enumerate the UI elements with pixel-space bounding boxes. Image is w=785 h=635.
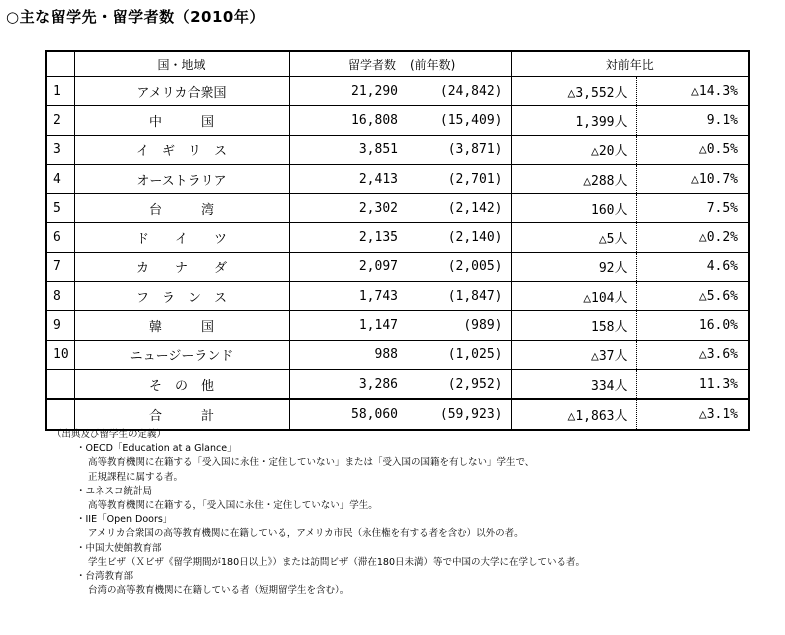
table-row bbox=[46, 252, 749, 281]
country-cell: 韓 国 bbox=[74, 311, 289, 340]
table-row bbox=[46, 369, 749, 399]
note-source: ・IIE「Open Doors」 bbox=[76, 514, 173, 526]
count-cell: 3,851 bbox=[289, 135, 404, 164]
percent-cell: 16.0% bbox=[636, 311, 749, 340]
diff-cell: △20人 bbox=[511, 135, 636, 164]
country-cell: そ の 他 bbox=[74, 369, 289, 399]
percent-cell: 11.3% bbox=[636, 369, 749, 399]
table-row bbox=[46, 223, 749, 252]
table-row bbox=[46, 282, 749, 311]
country-cell: イ ギ リ ス bbox=[74, 135, 289, 164]
region-header: 国・地域 bbox=[74, 51, 289, 77]
country-cell: アメリカ合衆国 bbox=[74, 77, 289, 106]
study-abroad-table bbox=[45, 50, 750, 431]
table-row bbox=[46, 340, 749, 369]
count-cell: 2,413 bbox=[289, 164, 404, 193]
prev-count-cell: (2,005) bbox=[404, 252, 511, 281]
total-row bbox=[46, 399, 749, 429]
note-source: ・OECD「Education at a Glance」 bbox=[76, 443, 237, 455]
count-cell: 16,808 bbox=[289, 106, 404, 135]
prev-count-cell: (2,952) bbox=[404, 369, 511, 399]
country-cell: カ ナ ダ bbox=[74, 252, 289, 281]
table-row bbox=[46, 311, 749, 340]
percent-cell: 7.5% bbox=[636, 194, 749, 223]
prev-count-cell: (989) bbox=[404, 311, 511, 340]
notes-list bbox=[52, 442, 752, 598]
note-source: ・中国大使館教育部 bbox=[76, 542, 162, 554]
prev-count-cell: (24,842) bbox=[404, 77, 511, 106]
count-cell: 2,135 bbox=[289, 223, 404, 252]
notes-heading: （出典及び留学生の定義） bbox=[52, 429, 167, 440]
students-header: 留学者数 bbox=[289, 51, 404, 77]
percent-cell: △10.7% bbox=[636, 164, 749, 193]
rank-header bbox=[46, 51, 74, 77]
prev-count-cell: (15,409) bbox=[404, 106, 511, 135]
percent-cell: 9.1% bbox=[636, 106, 749, 135]
percent-cell: △5.6% bbox=[636, 282, 749, 311]
note-definition: 学生ビザ（Ｘビザ《留学期間が180日以上》）または訪問ビザ（滞在180日未満）等で中国の大学に在学している者。 bbox=[88, 556, 586, 568]
prev-count-cell: (2,142) bbox=[404, 194, 511, 223]
table-row bbox=[46, 194, 749, 223]
country-cell: 合 計 bbox=[74, 399, 289, 429]
rank-cell: 6 bbox=[46, 223, 74, 252]
percent-cell: △14.3% bbox=[636, 77, 749, 106]
diff-cell: △5人 bbox=[511, 223, 636, 252]
diff-cell: 92人 bbox=[511, 252, 636, 281]
country-cell: 台 湾 bbox=[74, 194, 289, 223]
count-cell: 58,060 bbox=[289, 399, 404, 429]
count-cell: 21,290 bbox=[289, 77, 404, 106]
country-cell: 中 国 bbox=[74, 106, 289, 135]
country-cell: フ ラ ン ス bbox=[74, 282, 289, 311]
prev-count-cell: (1,847) bbox=[404, 282, 511, 311]
count-cell: 3,286 bbox=[289, 369, 404, 399]
rank-cell: 2 bbox=[46, 106, 74, 135]
diff-cell: △104人 bbox=[511, 282, 636, 311]
count-cell: 1,147 bbox=[289, 311, 404, 340]
note-definition: 高等教育機関に在籍する「受入国に永住・定住していない」または「受入国の国籍を有しない」学生で、 bbox=[88, 457, 535, 469]
rank-cell bbox=[46, 369, 74, 399]
prev-count-cell: (59,923) bbox=[404, 399, 511, 429]
percent-cell: △3.6% bbox=[636, 340, 749, 369]
count-cell: 2,097 bbox=[289, 252, 404, 281]
note-definition: 正規課程に属する者。 bbox=[88, 471, 184, 483]
country-cell: ニュージーランド bbox=[74, 340, 289, 369]
note-definition: 台湾の高等教育機関に在籍している者（短期留学生を含む）。 bbox=[88, 585, 350, 597]
rank-cell: 8 bbox=[46, 282, 74, 311]
percent-cell: △3.1% bbox=[636, 399, 749, 429]
country-cell: オーストラリア bbox=[74, 164, 289, 193]
diff-cell: △3,552人 bbox=[511, 77, 636, 106]
note-definition: 高等教育機関に在籍する，「受入国に永住・定住していない」学生。 bbox=[88, 500, 378, 512]
rank-cell: 4 bbox=[46, 164, 74, 193]
rank-cell: 9 bbox=[46, 311, 74, 340]
diff-cell: 1,399人 bbox=[511, 106, 636, 135]
table-row bbox=[46, 164, 749, 193]
diff-cell: △288人 bbox=[511, 164, 636, 193]
table-header-row bbox=[46, 51, 749, 77]
percent-cell: △0.5% bbox=[636, 135, 749, 164]
percent-cell: △0.2% bbox=[636, 223, 749, 252]
count-cell: 988 bbox=[289, 340, 404, 369]
table-row bbox=[46, 77, 749, 106]
diff-cell: 334人 bbox=[511, 369, 636, 399]
note-source: ・台湾教育部 bbox=[76, 571, 134, 583]
rank-cell: 10 bbox=[46, 340, 74, 369]
prev-count-cell: (1,025) bbox=[404, 340, 511, 369]
rank-cell bbox=[46, 399, 74, 429]
rank-cell: 7 bbox=[46, 252, 74, 281]
country-cell: ド イ ツ bbox=[74, 223, 289, 252]
diff-cell: △37人 bbox=[511, 340, 636, 369]
diff-cell: 158人 bbox=[511, 311, 636, 340]
percent-cell: 4.6% bbox=[636, 252, 749, 281]
prev-year-header: (前年数) bbox=[404, 51, 511, 77]
rank-cell: 5 bbox=[46, 194, 74, 223]
table-row bbox=[46, 135, 749, 164]
count-cell: 2,302 bbox=[289, 194, 404, 223]
note-source: ・ユネスコ統計局 bbox=[76, 485, 153, 497]
prev-count-cell: (2,140) bbox=[404, 223, 511, 252]
count-cell: 1,743 bbox=[289, 282, 404, 311]
prev-count-cell: (3,871) bbox=[404, 135, 511, 164]
table-row bbox=[46, 106, 749, 135]
yoy-header: 対前年比 bbox=[511, 51, 749, 77]
page-title: ○主な留学先・留学者数（2010年） bbox=[6, 8, 265, 26]
rank-cell: 3 bbox=[46, 135, 74, 164]
diff-cell: △1,863人 bbox=[511, 399, 636, 429]
diff-cell: 160人 bbox=[511, 194, 636, 223]
note-definition: アメリカ合衆国の高等教育機関に在籍している，アメリカ市民（永住権を有する者を含む）以外の者。 bbox=[88, 528, 524, 540]
rank-cell: 1 bbox=[46, 77, 74, 106]
source-notes bbox=[52, 428, 752, 598]
prev-count-cell: (2,701) bbox=[404, 164, 511, 193]
